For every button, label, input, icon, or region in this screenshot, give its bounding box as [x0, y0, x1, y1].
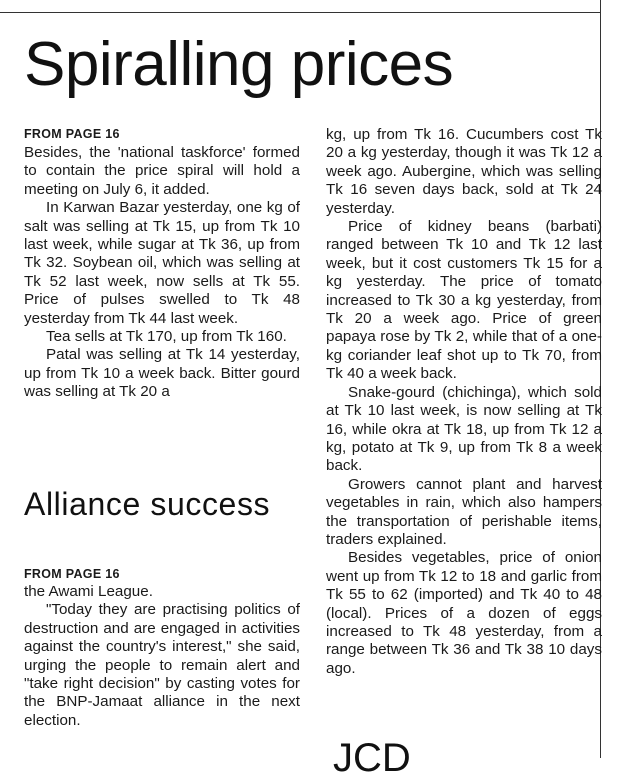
top-rule	[0, 12, 600, 13]
kicker-from-page: FROM PAGE 16	[24, 127, 120, 141]
subheadline: Alliance success	[24, 486, 271, 522]
article-column-right	[326, 126, 602, 678]
paragraph: In Karwan Bazar yesterday, one kg of salt was selling at Tk 15, up from Tk 10 last week, while sugar at Tk 36, up from Tk 32. Soybean oil, which was selling at Tk 52 last week, now sells at Tk 55. Price of pulses swelled to Tk 48 yesterday from Tk 44 last week.	[24, 199, 300, 327]
paragraph: Besides, the 'national taskforce' formed to contain the price spiral will hold a meeting on July 6, it added.	[24, 144, 300, 198]
paragraph: kg, up from Tk 16. Cucumbers cost Tk 20 a kg yesterday, though it was Tk 12 a week ago. Aubergine, which was selling Tk 16 seven days back, sold at Tk 24 yesterday.	[326, 126, 602, 217]
paragraph: Snake-gourd (chichinga), which sold at Tk 10 last week, is now selling at Tk 16, while okra at Tk 18, up from Tk 12 a kg, potato at Tk 9, up from Tk 8 a week back.	[326, 383, 602, 475]
paragraph: the Awami League.	[24, 583, 153, 600]
paragraph: Growers cannot plant and harvest vegetables in rain, which also hampers the transportation of perishable items, traders explained.	[326, 475, 602, 548]
paragraph: Price of kidney beans (barbati) ranged between Tk 10 and Tk 12 last week, but it cost customers Tk 15 for a kg yesterday. The price of tomato increased to Tk 30 a kg yesterday, from Tk 20 a week ago. Price of green papaya rose by Tk 2, while that of a one-kg coriander leaf shot up to Tk 70, from Tk 40 a week back.	[326, 218, 602, 383]
paragraph: Tea sells at Tk 170, up from Tk 160.	[46, 328, 287, 346]
paragraph: "Today they are practising politics of destruction and are engaged in activities against the country's interest," she said, urging the people to remain alert and "take right decision" by casting votes for the BNP-Jamaat alliance in the next election.	[24, 601, 300, 729]
article2-column	[24, 583, 300, 730]
headline: Spiralling prices	[24, 30, 454, 99]
kicker-from-page-2: FROM PAGE 16	[24, 567, 120, 581]
next-headline-fragment: JCD	[333, 736, 411, 780]
paragraph: Besides vegetables, price of onion went up from Tk 12 to 18 and garlic from Tk 55 to 62 (imported) and Tk 40 to 48 (local). Prices of a dozen of eggs increased to Tk 48 yesterday, from a range between Tk 36 and Tk 38 10 days ago.	[326, 549, 602, 677]
paragraph: Patal was selling at Tk 14 yesterday, up from Tk 10 a week back. Bitter gourd was selling at Tk 20 a	[24, 346, 300, 401]
article-column-left	[24, 144, 300, 402]
